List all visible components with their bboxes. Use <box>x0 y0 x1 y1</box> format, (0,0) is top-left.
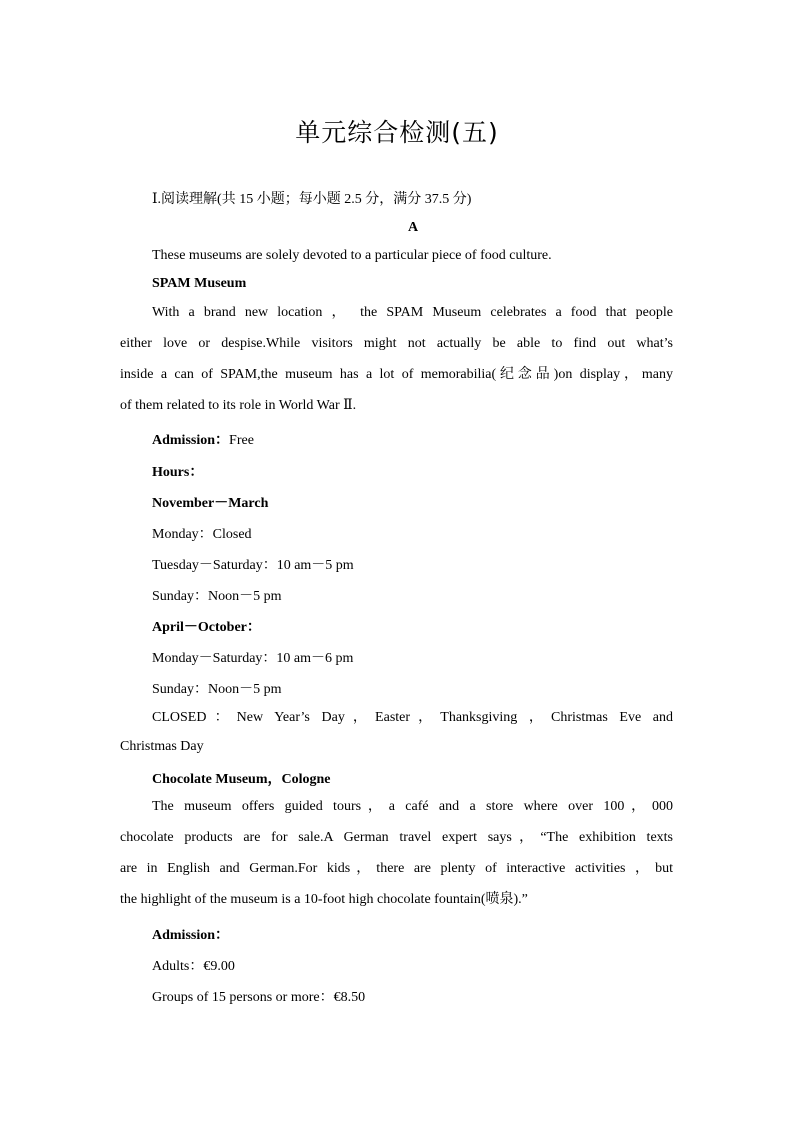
spam-s1-sunday: Sunday：Noon－5 pm <box>152 589 282 604</box>
spam-s1-tue-sat: Tuesday－Saturday：10 am－5 pm <box>152 558 354 573</box>
spam-season-1: November－March <box>152 496 269 511</box>
spam-para-line-2: either love or despise.While visitors might not actually be able to find out what’s <box>120 336 673 351</box>
spam-admission <box>152 429 254 449</box>
chocolate-para-line-1: The museum offers guided tours，a café and a store where over 100，000 <box>152 799 673 814</box>
spam-closed-line-1: CLOSED：New Year’s Day，Easter，Thanksgiving ，Christmas Eve and <box>152 710 673 725</box>
chocolate-para-line-2: chocolate products are for sale.A German travel expert says，“The exhibition texts <box>120 830 673 845</box>
spam-s2-sunday: Sunday：Noon－5 pm <box>152 682 282 697</box>
chocolate-groups-price: Groups of 15 persons or more：€8.50 <box>152 990 366 1005</box>
spam-closed-line-2: Christmas Day <box>120 739 204 754</box>
spam-admission-label: Admission： <box>152 433 230 448</box>
spam-season-2: April－October： <box>152 620 261 635</box>
spam-para-line-4: of them related to its role in World War Ⅱ. <box>120 398 357 413</box>
spam-s2-mon-sat: Monday－Saturday：10 am－6 pm <box>152 651 354 666</box>
page-title: 单元综合检测(五) <box>295 118 499 147</box>
spam-admission-value: Free <box>229 433 254 448</box>
chocolate-para-line-4: the highlight of the museum is a 10-foot high chocolate fountain(喷泉).” <box>120 892 528 907</box>
intro-text: These museums are solely devoted to a particular piece of food culture. <box>152 248 552 263</box>
chocolate-adults-price: Adults：€9.00 <box>152 959 235 974</box>
spam-para-line-3: inside a can of SPAM,the museum has a lot of memorabilia(纪念品)on display，many <box>120 367 673 382</box>
chocolate-para-line-3: are in English and German.For kids，there are plenty of interactive activities ，but <box>120 861 673 876</box>
section-heading: Ⅰ.阅读理解(共 15 小题；每小题 2.5 分，满分 37.5 分) <box>152 192 472 207</box>
spam-s1-monday: Monday：Closed <box>152 527 252 542</box>
chocolate-admission-label: Admission： <box>152 928 230 943</box>
passage-label: A <box>407 220 419 235</box>
chocolate-heading: Chocolate Museum，Cologne <box>152 772 331 787</box>
spam-para-line-1: With a brand new location ， the SPAM Museum celebrates a food that people <box>152 305 673 320</box>
spam-hours-label: Hours： <box>152 465 204 480</box>
spam-heading: SPAM Museum <box>152 276 247 291</box>
